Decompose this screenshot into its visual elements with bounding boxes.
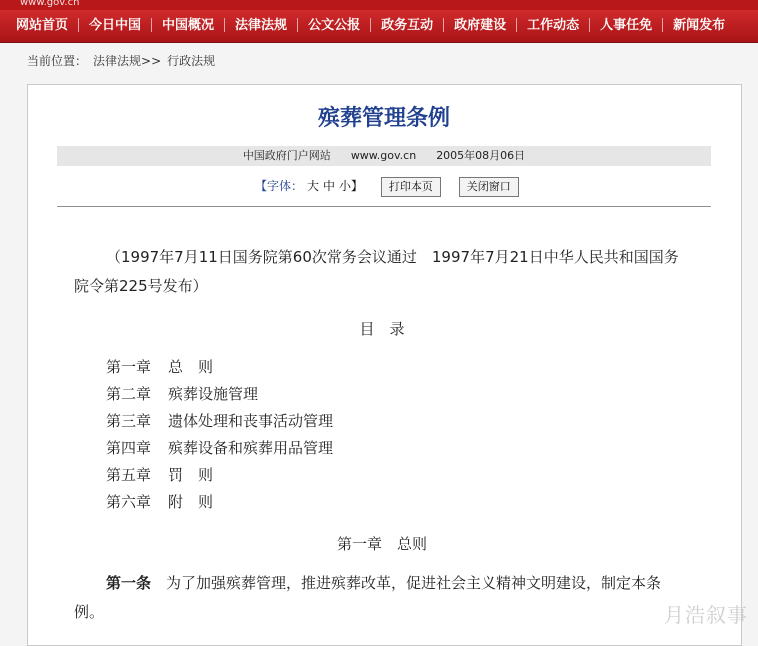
toc-item [106,354,690,381]
page-title: 殡葬管理条例 [317,105,450,131]
breadcrumb-link-laws[interactable]: 法律法规>> [93,54,162,68]
toc-chapter: 第三章 [106,412,152,430]
nav-item-bulletins[interactable]: 公文公报 [308,18,361,33]
toc-chapter: 第四章 [106,439,152,457]
breadcrumb-label: 当前位置： [27,54,88,68]
toc-heading: 目 录 [359,320,405,338]
toc-chapter: 第一章 [106,358,152,376]
print-button[interactable]: 打印本页 [381,177,441,197]
nav-item-overview[interactable]: 中国概况 [162,18,215,33]
nav-item-news[interactable]: 新闻发布 [673,18,726,33]
close-window-button[interactable]: 关闭窗口 [459,177,519,197]
main-nav [0,10,758,43]
nav-item-home[interactable]: 网站首页 [16,18,69,33]
toc-chapter: 第二章 [106,385,152,403]
table-of-contents [106,354,690,516]
meta-bar [57,146,711,166]
font-size-label: 【字体： [255,179,304,193]
toc-item [106,381,690,408]
toc-name: 殡葬设施管理 [168,385,259,403]
font-large-link[interactable]: 大 [307,179,320,193]
nav-item-interaction[interactable]: 政务互动 [381,18,434,33]
divider-line [57,206,711,207]
site-url-small: www.gov.cn [20,0,80,8]
meta-url: www.gov.cn [350,149,417,162]
nav-item-laws[interactable]: 法律法规 [235,18,288,33]
meta-source: 中国政府门户网站 [242,149,331,162]
toc-item [106,489,690,516]
toc-name: 附 则 [168,493,214,511]
article-body [74,243,690,627]
toc-item [106,435,690,462]
article-1-paragraph [74,569,690,627]
toc-name: 罚 则 [168,466,214,484]
meta-date: 2005年08月06日 [436,149,526,162]
nav-item-appointments[interactable]: 人事任免 [600,18,653,33]
toc-item [106,408,690,435]
intro-paragraph: （1997年7月11日国务院第60次常务会议通过 1997年7月21日中华人民共和国国务院令第225号发布） [74,248,679,295]
toc-name: 殡葬设备和殡葬用品管理 [168,439,334,457]
breadcrumb-current[interactable]: 行政法规 [167,54,216,68]
toc-name: 遗体处理和丧事活动管理 [168,412,334,430]
toolbar [255,177,519,197]
font-medium-link[interactable]: 中 [323,179,336,193]
font-small-link[interactable]: 小】 [339,179,364,193]
chapter-heading: 第一章 总则 [336,535,427,553]
breadcrumb [27,52,221,69]
nav-item-work[interactable]: 工作动态 [527,18,580,33]
watermark: 月浩叙事 [664,603,748,627]
nav-item-government[interactable]: 政府建设 [454,18,507,33]
toc-chapter: 第五章 [106,466,152,484]
toc-item [106,462,690,489]
top-strip [0,0,758,10]
article-1-label: 第一条 [106,574,152,592]
toc-chapter: 第六章 [106,493,152,511]
toc-name: 总 则 [168,358,214,376]
article-1-text: 为了加强殡葬管理，推进殡葬改革，促进社会主义精神文明建设，制定本条例。 [74,574,662,621]
nav-item-today[interactable]: 今日中国 [89,18,142,33]
